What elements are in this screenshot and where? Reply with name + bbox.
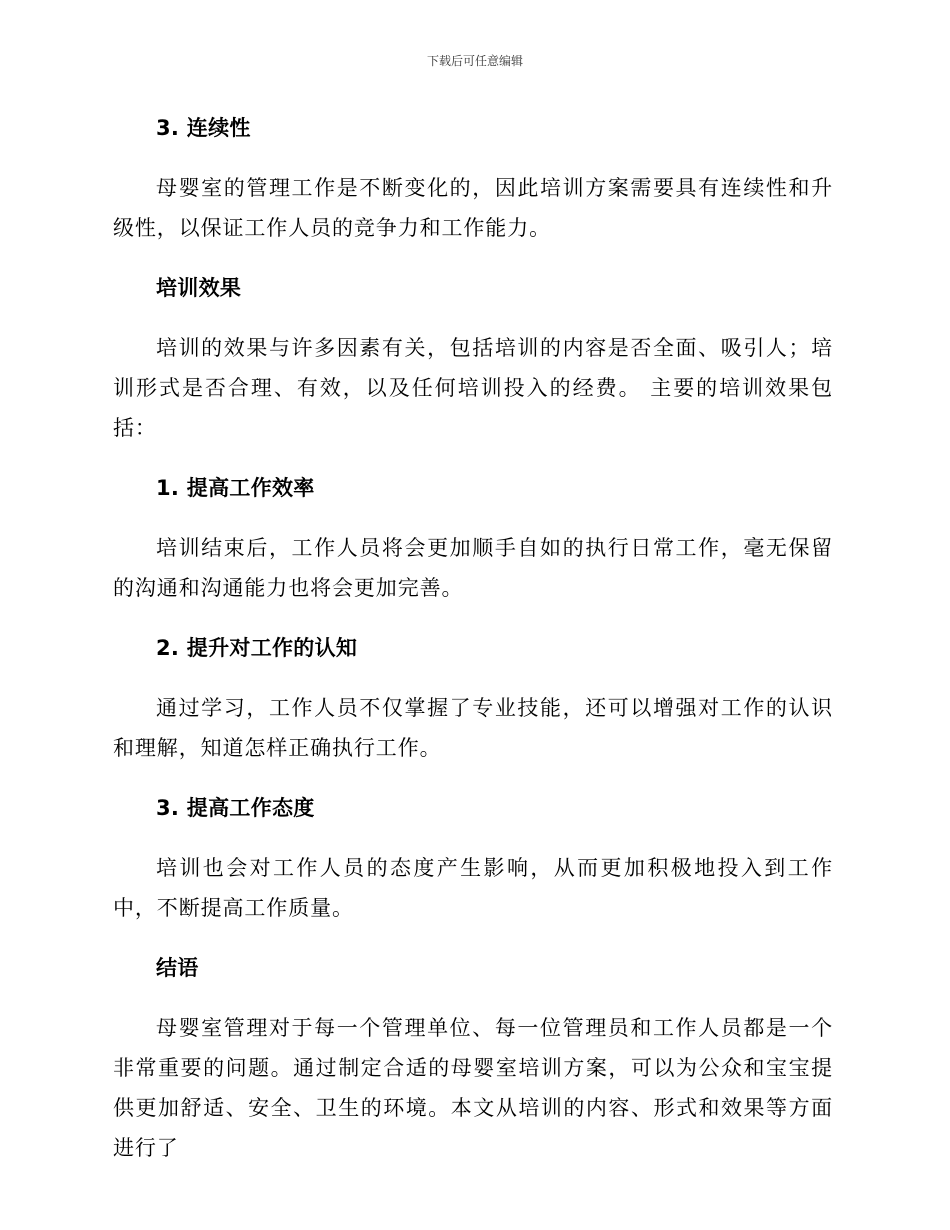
section-heading-continuity: 3. 连续性 (156, 116, 251, 140)
page-header: 下载后可任意编辑 (426, 54, 523, 68)
section-paragraph-training-effects: 培训的效果与许多因素有关，包括培训的内容是否全面、吸引人；培训形式是否合理、有效，以及任何培训投入的经费。 主要的培训效果包括： (113, 336, 833, 440)
section-paragraph-cognition: 通过学习，工作人员不仅掌握了专业技能，还可以增强对工作的认识和理解，知道怎样正确执行工作。 (113, 696, 833, 760)
document-body (113, 108, 833, 1168)
section-paragraph-attitude: 培训也会对工作人员的态度产生影响，从而更加积极地投入到工作中，不断提高工作质量。 (113, 856, 833, 920)
section-heading-efficiency: 1. 提高工作效率 (156, 476, 315, 500)
section-heading-attitude: 3. 提高工作态度 (156, 796, 315, 820)
section-paragraph-continuity: 母婴室的管理工作是不断变化的，因此培训方案需要具有连续性和升级性，以保证工作人员的竞争力和工作能力。 (113, 176, 833, 240)
section-heading-conclusion: 结语 (156, 956, 199, 980)
section-paragraph-efficiency: 培训结束后，工作人员将会更加顺手自如的执行日常工作，毫无保留的沟通和沟通能力也将会更加完善。 (113, 536, 833, 600)
section-heading-cognition: 2. 提升对工作的认知 (156, 636, 358, 660)
section-heading-training-effects: 培训效果 (156, 276, 242, 300)
section-paragraph-conclusion: 母婴室管理对于每一个管理单位、每一位管理员和工作人员都是一个非常重要的问题。通过制定合适的母婴室培训方案，可以为公众和宝宝提供更加舒适、安全、卫生的环境。本文从培训的内容、形式和效果等方面进行了 (113, 1016, 833, 1160)
